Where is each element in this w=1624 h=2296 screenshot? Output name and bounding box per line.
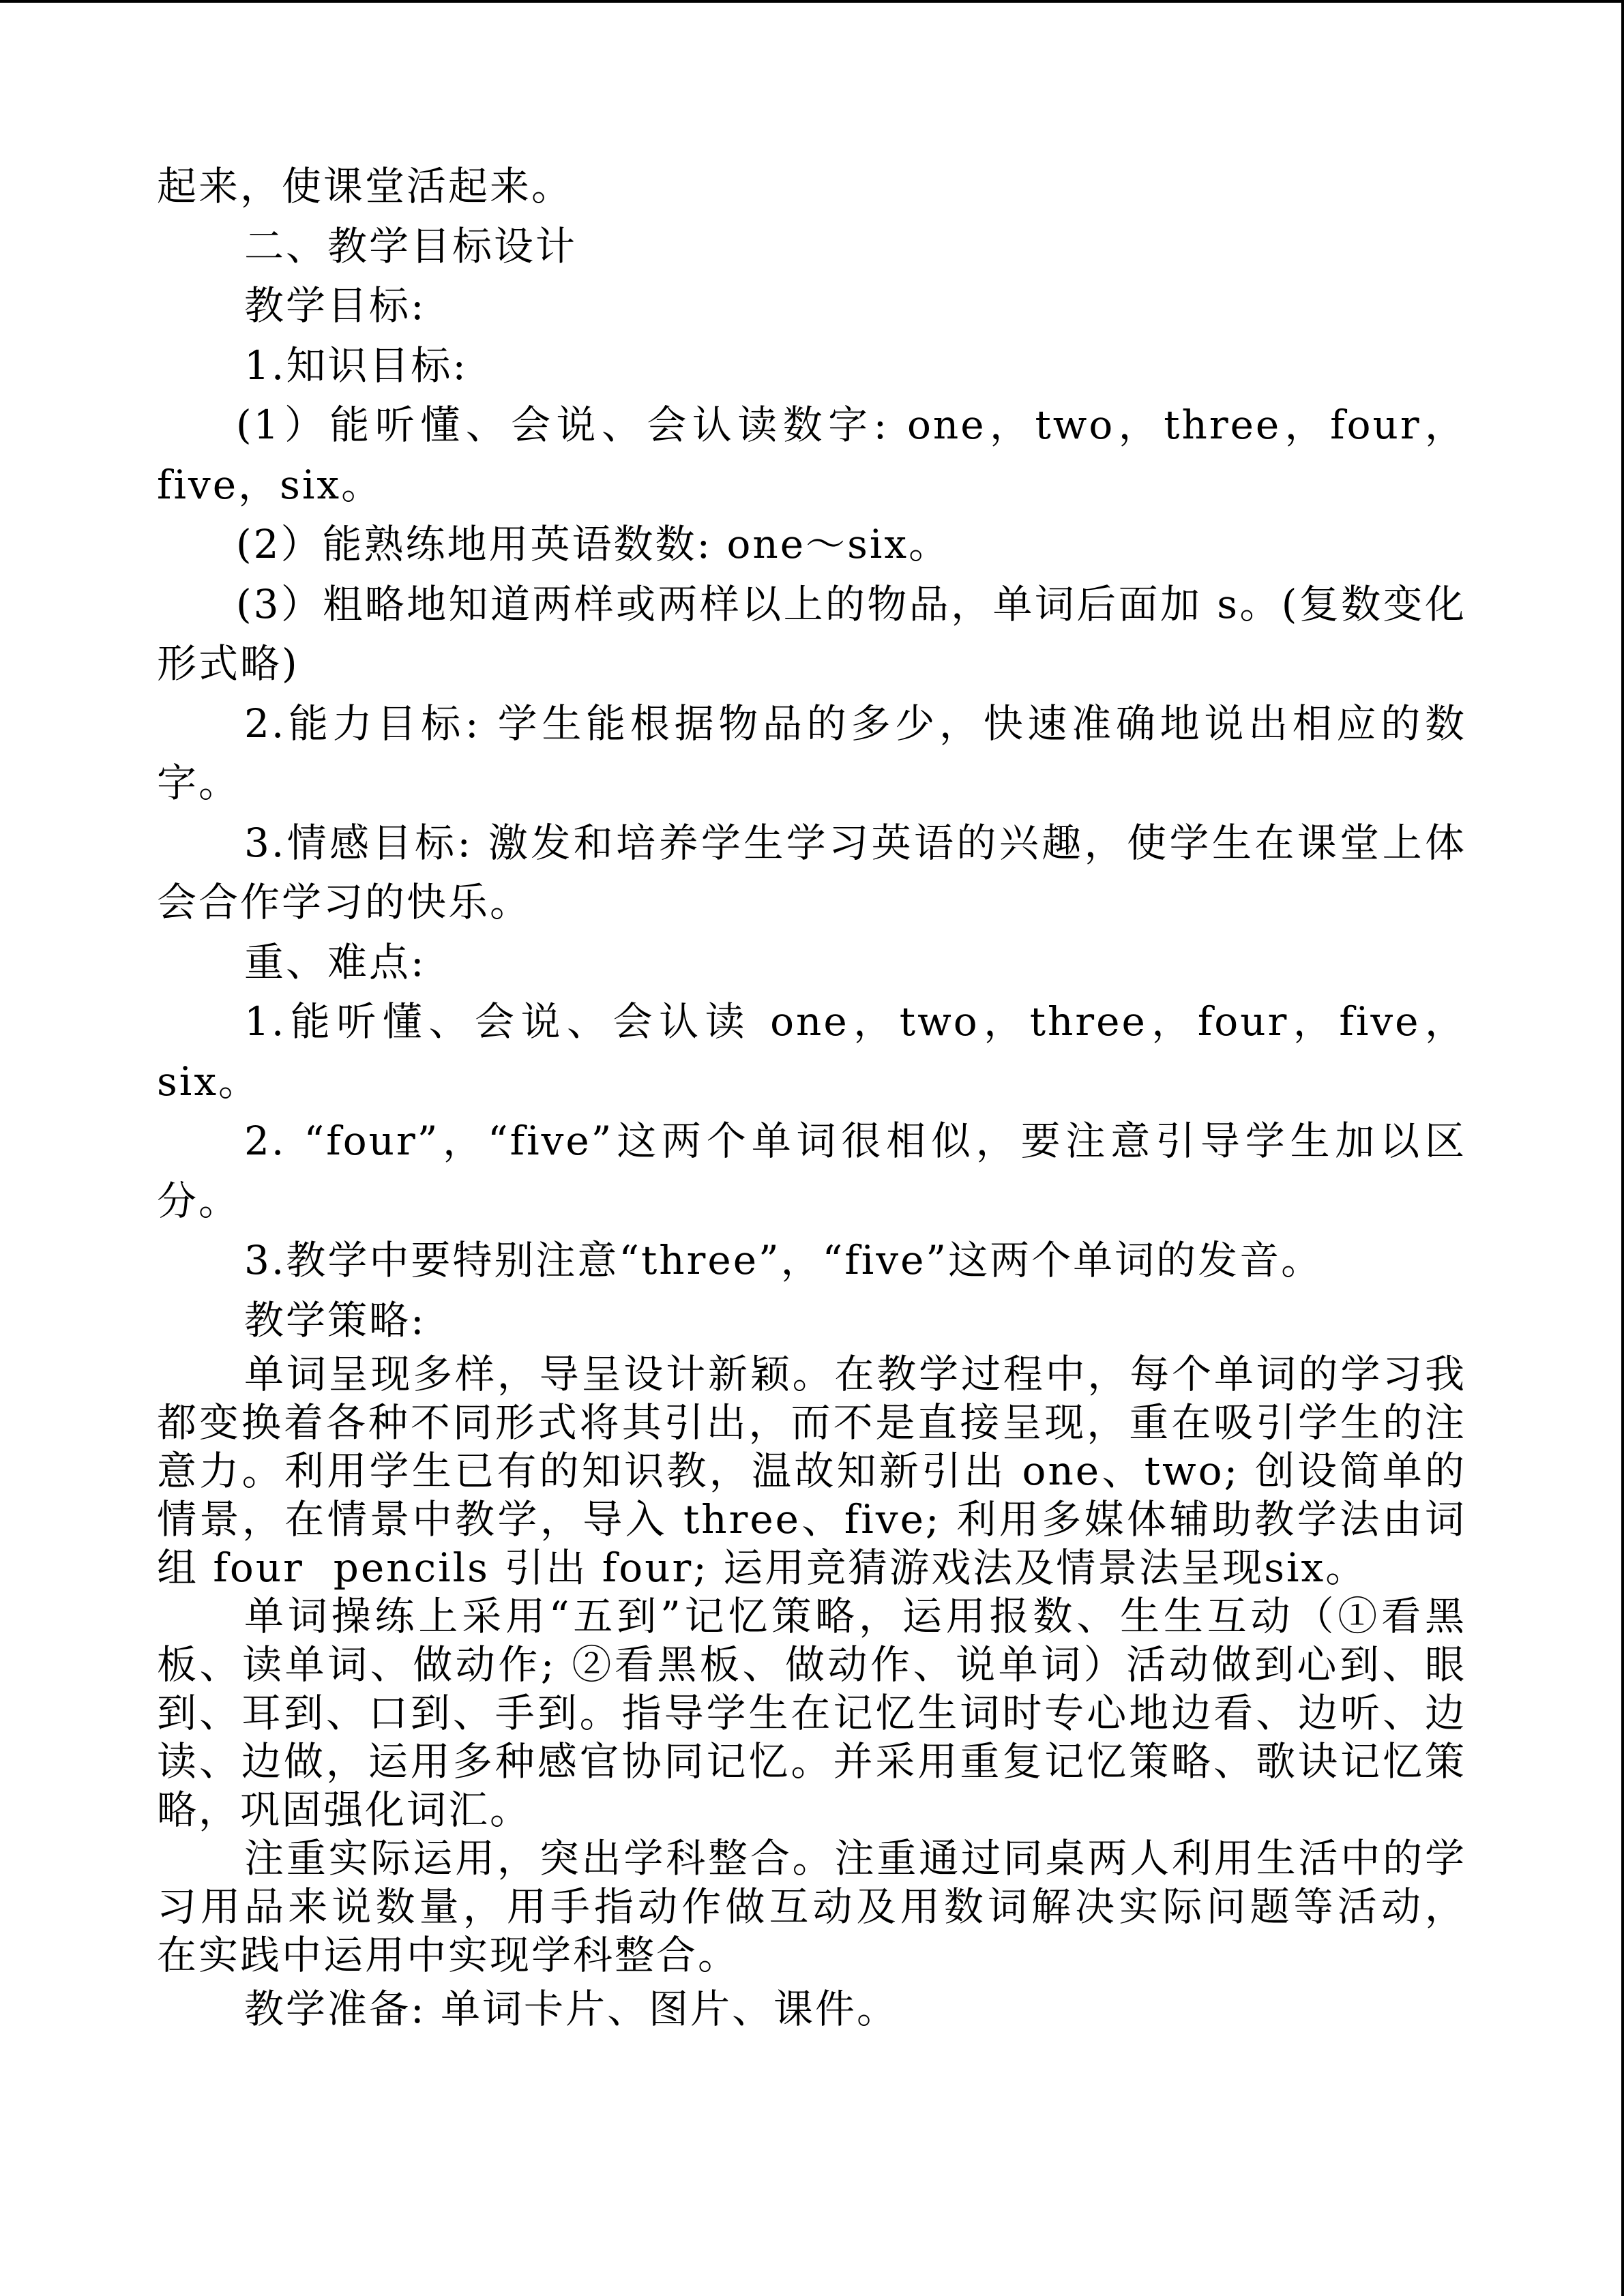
subheading-teaching-goals: 教学目标:: [244, 282, 426, 329]
list-item: (3）粗略地知道两样或两样以上的物品，单词后面加 s。(复数变化形式略): [157, 580, 1466, 687]
paragraph: 注重实际运用，突出学科整合。注重通过同桌两人利用生活中的学习用品来说数量，用手指动作做互动及用数词解决实际问题等活动， 在实践中运用中实现学科整合。: [157, 1835, 1496, 1978]
list-item: 2. “four”，“five”这两个单词很相似，要注意引导学生加以区分。: [157, 1118, 1466, 1224]
subheading-teaching-strategy: 教学策略:: [244, 1296, 426, 1343]
list-item: 3.教学中要特别注意“three”，“five”这两个单词的发音。: [244, 1237, 1323, 1283]
section-heading: 二、教学目标设计: [244, 222, 578, 269]
document-body: [157, 157, 1496, 2040]
paragraph: 单词呈现多样，导呈设计新颖。在教学过程中，每个单词的学习我都变换着各种不同形式将其引出，而不是直接呈现，重在吸引学生的注意力。利用学生已有的知识教，温故知新引出 one、two; 创设简单的情景，在情景中教学，导入 three、five; 利用多媒体辅助教学法由词组 four pencils 引出 four; 运用竞猜游戏法及情景法呈现six。: [157, 1351, 1466, 1591]
list-item: 1.能听懂、会说、会认读 one，two，three，four，five，six。: [157, 998, 1466, 1105]
paragraph: 单词操练上采用“五到”记忆策略，运用报数、生生互动（①看黑板、读单词、做动作; ②看黑板、做动作、说单词）活动做到心到、眼到、耳到、口到、手到。指导学生在记忆生词时专心地边看、边听、边读、边做，运用多种感官协同记忆。并采用重复记忆策略、歌诀记忆策略，巩固强化词汇。: [157, 1593, 1466, 1833]
paragraph: 2.能力目标: 学生能根据物品的多少，快速准确地说出相应的数字。: [157, 700, 1466, 806]
subheading-key-points: 重、难点:: [244, 938, 426, 985]
subheading-knowledge-goals: 1.知识目标:: [244, 342, 468, 389]
page-border-right: [1621, 0, 1624, 2296]
page-border-top: [0, 0, 1624, 3]
paragraph: 3.情感目标: 激发和培养学生学习英语的兴趣，使学生在课堂上体会合作学习的快乐。: [157, 819, 1466, 925]
list-item: (1）能听懂、会说、会认读数字: one，two，three，four，five，six。: [157, 402, 1466, 508]
paragraph: 教学准备: 单词卡片、图片、课件。: [244, 1986, 898, 2032]
list-item: (2）能熟练地用英语数数: one～six。: [236, 521, 951, 567]
paragraph: 起来，使课堂活起来。: [157, 163, 574, 209]
